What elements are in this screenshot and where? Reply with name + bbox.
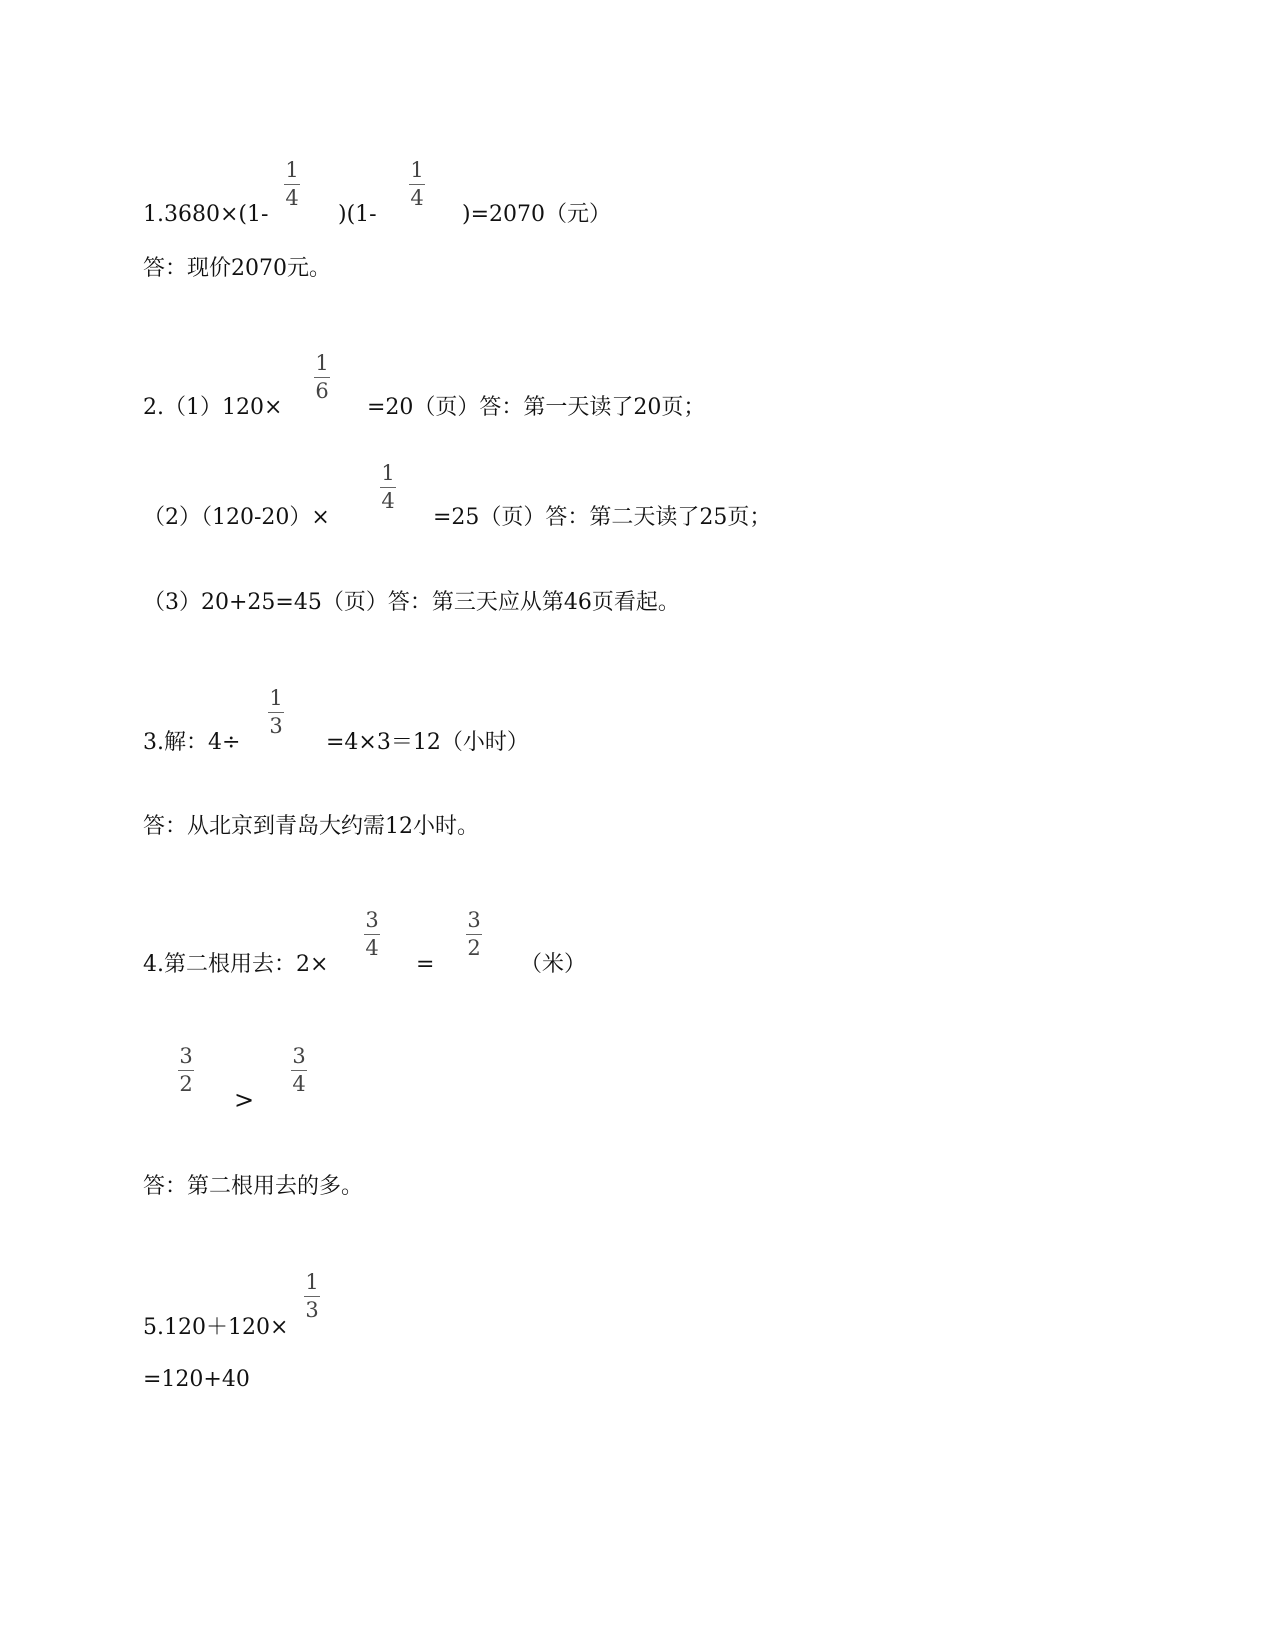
denominator: 6	[315, 379, 329, 403]
q2-line2-part2: =25（页）答：第二天读了25页；	[433, 505, 772, 530]
numerator: 1	[381, 461, 395, 485]
numerator: 1	[269, 686, 283, 710]
numerator: 1	[315, 351, 329, 375]
denominator: 4	[410, 186, 424, 210]
q3-expression-part1: 3.解：4÷	[143, 730, 241, 755]
q2-line1-part2: =20（页）答：第一天读了20页；	[367, 395, 706, 420]
fraction-three-quarters	[291, 1046, 307, 1095]
fraction-one-quarter	[380, 463, 396, 512]
fraction-three-halves	[466, 910, 482, 959]
q1-expression-part1: 1.3680×(1-	[143, 202, 269, 227]
fraction-one-third	[304, 1272, 320, 1321]
fraction-one-quarter	[284, 160, 300, 209]
q4-expression-part1: 4.第二根用去：2×	[143, 952, 329, 977]
q4-equals: =	[416, 952, 435, 977]
q1-answer: 答：现价2070元。	[143, 256, 331, 281]
fraction-three-halves	[178, 1046, 194, 1095]
q2-line2-part1: （2）（120-20）×	[143, 505, 330, 530]
numerator: 1	[285, 158, 299, 182]
greater-than-sign: >	[234, 1086, 255, 1114]
q3-answer: 答：从北京到青岛大约需12小时。	[143, 814, 479, 839]
q1-expression-part2: )(1-	[338, 202, 377, 227]
fraction-one-sixth	[314, 353, 330, 402]
denominator: 3	[305, 1298, 319, 1322]
q4-answer: 答：第二根用去的多。	[143, 1174, 364, 1199]
denominator: 3	[269, 714, 283, 738]
numerator: 3	[292, 1044, 306, 1068]
q5-expression: 5.120＋120×	[143, 1315, 289, 1340]
denominator: 4	[292, 1072, 306, 1096]
denominator: 4	[381, 489, 395, 513]
fraction-three-quarters	[364, 910, 380, 959]
q3-expression-part2: =4×3＝12（小时）	[326, 730, 529, 755]
q2-line3: （3）20+25=45（页）答：第三天应从第46页看起。	[143, 590, 680, 615]
numerator: 3	[467, 908, 481, 932]
numerator: 1	[410, 158, 424, 182]
fraction-one-quarter	[409, 160, 425, 209]
numerator: 3	[179, 1044, 193, 1068]
denominator: 4	[365, 936, 379, 960]
q2-line1-part1: 2.（1）120×	[143, 395, 283, 420]
fraction-one-third	[268, 688, 284, 737]
denominator: 2	[179, 1072, 193, 1096]
q4-unit: （米）	[520, 952, 587, 977]
denominator: 4	[285, 186, 299, 210]
denominator: 2	[467, 936, 481, 960]
q5-line2: =120+40	[143, 1367, 250, 1392]
numerator: 3	[365, 908, 379, 932]
numerator: 1	[305, 1270, 319, 1294]
q1-expression-part3: )=2070（元）	[462, 202, 612, 227]
